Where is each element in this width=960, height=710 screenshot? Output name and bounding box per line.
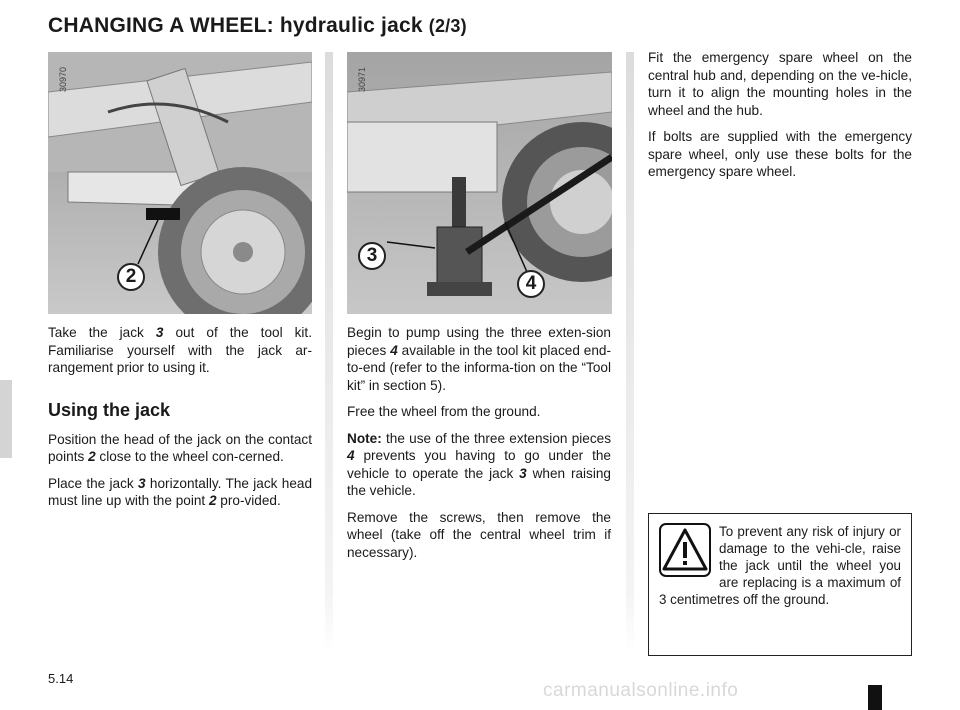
callout-2: 2: [117, 263, 145, 291]
ref-2: 2: [88, 449, 96, 464]
column-2: [347, 324, 611, 570]
column-1: [48, 324, 312, 519]
ref-4: 4: [347, 448, 355, 463]
column-divider: [626, 52, 634, 652]
page-title-text: CHANGING A WHEEL: hydraulic jack: [48, 14, 423, 37]
text-fragment: available in the tool kit placed end-to-end (refer to the informa-tion on the “Tool kit” in section 5).: [347, 342, 611, 393]
paragraph-position-jack: [48, 431, 312, 466]
page-title-suffix: (2/3): [428, 16, 467, 36]
ref-3: 3: [155, 325, 164, 340]
paragraph-fit-spare: Fit the emergency spare wheel on the central hub and, depending on the ve-hicle, turn it to align the mounting holes in the wheel and the hub.: [648, 50, 912, 118]
figure-jack-contact-point: [48, 52, 312, 314]
warning-text: To prevent any risk of injury or damage to the vehi-cle, raise the jack until the wheel you are replacing is a maximum of 3 centimetres off the ground.: [659, 524, 901, 607]
ref-3: 3: [138, 475, 146, 491]
text-fragment: pro-vided.: [216, 493, 281, 508]
callout-3: 3: [358, 242, 386, 270]
text-fragment: close to the wheel con-cerned.: [95, 449, 284, 464]
section-heading: Using the jack: [48, 399, 171, 420]
text-fragment: the use of the three extension pieces: [381, 430, 611, 446]
intro-paragraph: [48, 324, 312, 377]
page-number: 5.14: [48, 671, 74, 686]
figure-jack-with-extensions: [347, 52, 612, 314]
paragraph-note: [347, 430, 611, 500]
text-fragment: horizontally. The jack head must line up with the point: [48, 475, 313, 508]
warning-text-block: [659, 523, 901, 608]
callout-4: 4: [517, 270, 545, 298]
page-title: [48, 14, 467, 38]
text-fragment: when raising the vehicle.: [347, 465, 611, 498]
paragraph-remove-screws: Remove the screws, then remove the wheel (take off the central wheel trim if necessary).: [347, 509, 611, 560]
figure-ref-number: 30971: [357, 66, 367, 92]
warning-triangle-icon: [659, 523, 711, 577]
text-fragment: prevents you having to go under the vehicle to operate the jack: [347, 448, 611, 481]
watermark: carmanualsonline.info: [543, 680, 739, 701]
paragraph-place-jack: [48, 475, 312, 510]
page-edge-marker: [868, 685, 882, 710]
text-fragment: Take the jack: [48, 325, 156, 340]
figure-ref-number: 30970: [58, 66, 68, 92]
ref-3: 3: [519, 465, 527, 481]
text-fragment: Place the jack: [48, 475, 139, 491]
paragraph-bolts: If bolts are supplied with the emergency spare wheel, only use these bolts for the emergency spare wheel.: [648, 129, 912, 179]
figure-1-illustration: [48, 52, 312, 314]
ref-4: 4: [390, 342, 398, 358]
text-fragment: Position the head of the jack on the contact points: [48, 431, 312, 464]
warning-box: [648, 513, 912, 656]
warning-icon-space: [659, 523, 719, 583]
paragraph-free-wheel: Free the wheel from the ground.: [347, 404, 541, 419]
ref-2: 2: [208, 493, 217, 508]
text-fragment: Begin to pump using the three exten-sion pieces: [347, 325, 611, 358]
column-divider: [325, 52, 333, 652]
section-tab-marker: [0, 380, 12, 458]
note-label: Note:: [347, 430, 382, 446]
paragraph-pump: [347, 324, 611, 394]
figure-2-illustration: [347, 52, 612, 314]
text-fragment: out of the tool kit. Familiarise yourself with the jack ar-rangement prior to using it.: [48, 325, 312, 375]
column-3: [648, 49, 912, 190]
